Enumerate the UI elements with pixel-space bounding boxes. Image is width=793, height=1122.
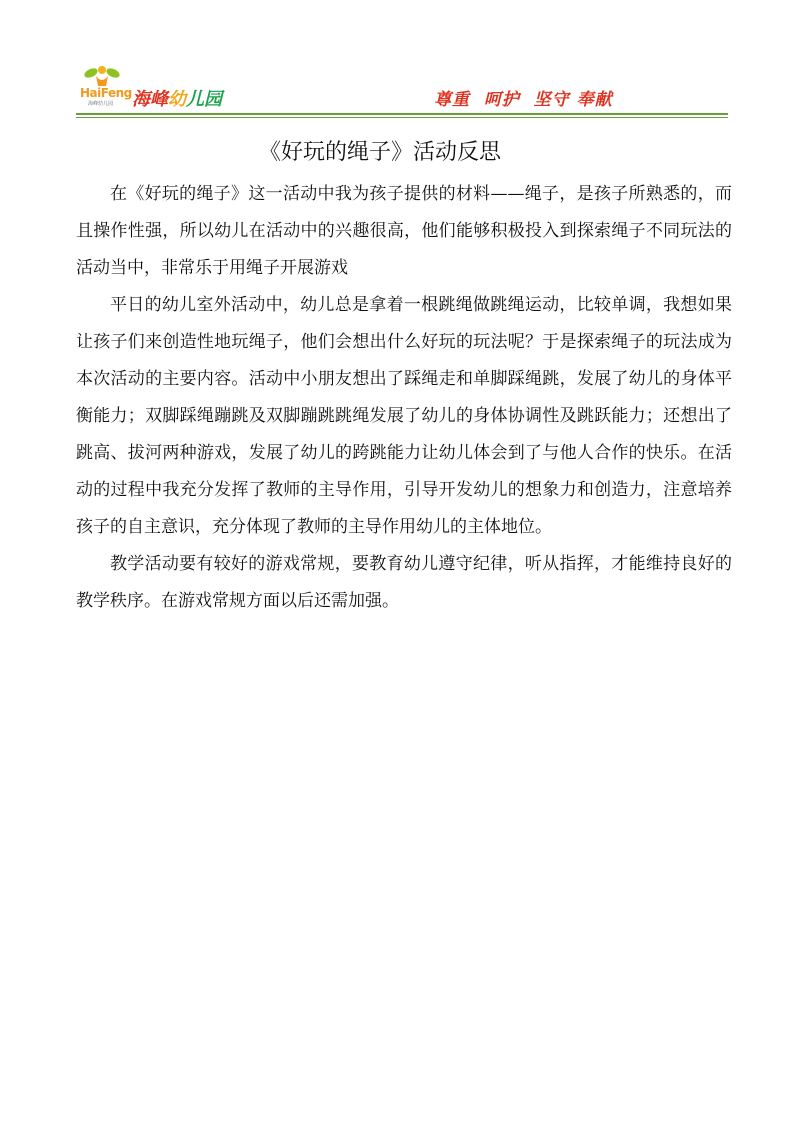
document-title: 《好玩的绳子》活动反思 bbox=[258, 140, 501, 165]
name-part-2: 幼 bbox=[168, 89, 186, 110]
paragraph: 在《好玩的绳子》这一活动中我为孩子提供的材料——绳子，是孩子所熟悉的，而且操作性强，所以幼儿在活动中的兴趣很高，他们能够积极投入到探索绳子不同玩法的活动当中，非常乐于用绳子开展游戏 bbox=[76, 184, 732, 278]
name-part-1: 海峰 bbox=[132, 89, 168, 110]
document-body bbox=[76, 176, 732, 620]
name-part-3: 儿园 bbox=[186, 89, 222, 110]
header-divider-thick bbox=[76, 113, 728, 115]
logo-subtext: 海峰幼儿园 bbox=[88, 101, 114, 107]
logo-wordmark: HaiFeng bbox=[80, 86, 132, 100]
kindergarten-motto: 尊重 呵护 坚守 奉献 bbox=[434, 90, 613, 110]
paragraph: 平日的幼儿室外活动中，幼儿总是拿着一根跳绳做跳绳运动，比较单调，我想如果让孩子们来创造性地玩绳子，他们会想出什么好玩的玩法呢？于是探索绳子的玩法成为本次活动的主要内容。活动中小朋友想出了踩绳走和单脚踩绳跳，发展了幼儿的身体平衡能力；双脚踩绳蹦跳及双脚蹦跳跳绳发展了幼儿的身体协调性及跳跃能力；还想出了跳高、拔河两种游戏，发展了幼儿的跨跳能力让幼儿体会到了与他人合作的快乐。在活动的过程中我充分发挥了教师的主导作用，引导开发幼儿的想象力和创造力，注意培养孩子的自主意识，充分体现了教师的主导作用幼儿的主体地位。 bbox=[76, 295, 732, 537]
kindergarten-name bbox=[132, 85, 222, 111]
haifeng-logo bbox=[80, 64, 132, 107]
paragraph: 教学活动要有较好的游戏常规，要教育幼儿遵守纪律，听从指挥，才能维持良好的教学秩序。在游戏常规方面以后还需加强。 bbox=[76, 554, 732, 611]
page-header bbox=[76, 58, 728, 118]
header-divider-thin bbox=[76, 117, 728, 118]
